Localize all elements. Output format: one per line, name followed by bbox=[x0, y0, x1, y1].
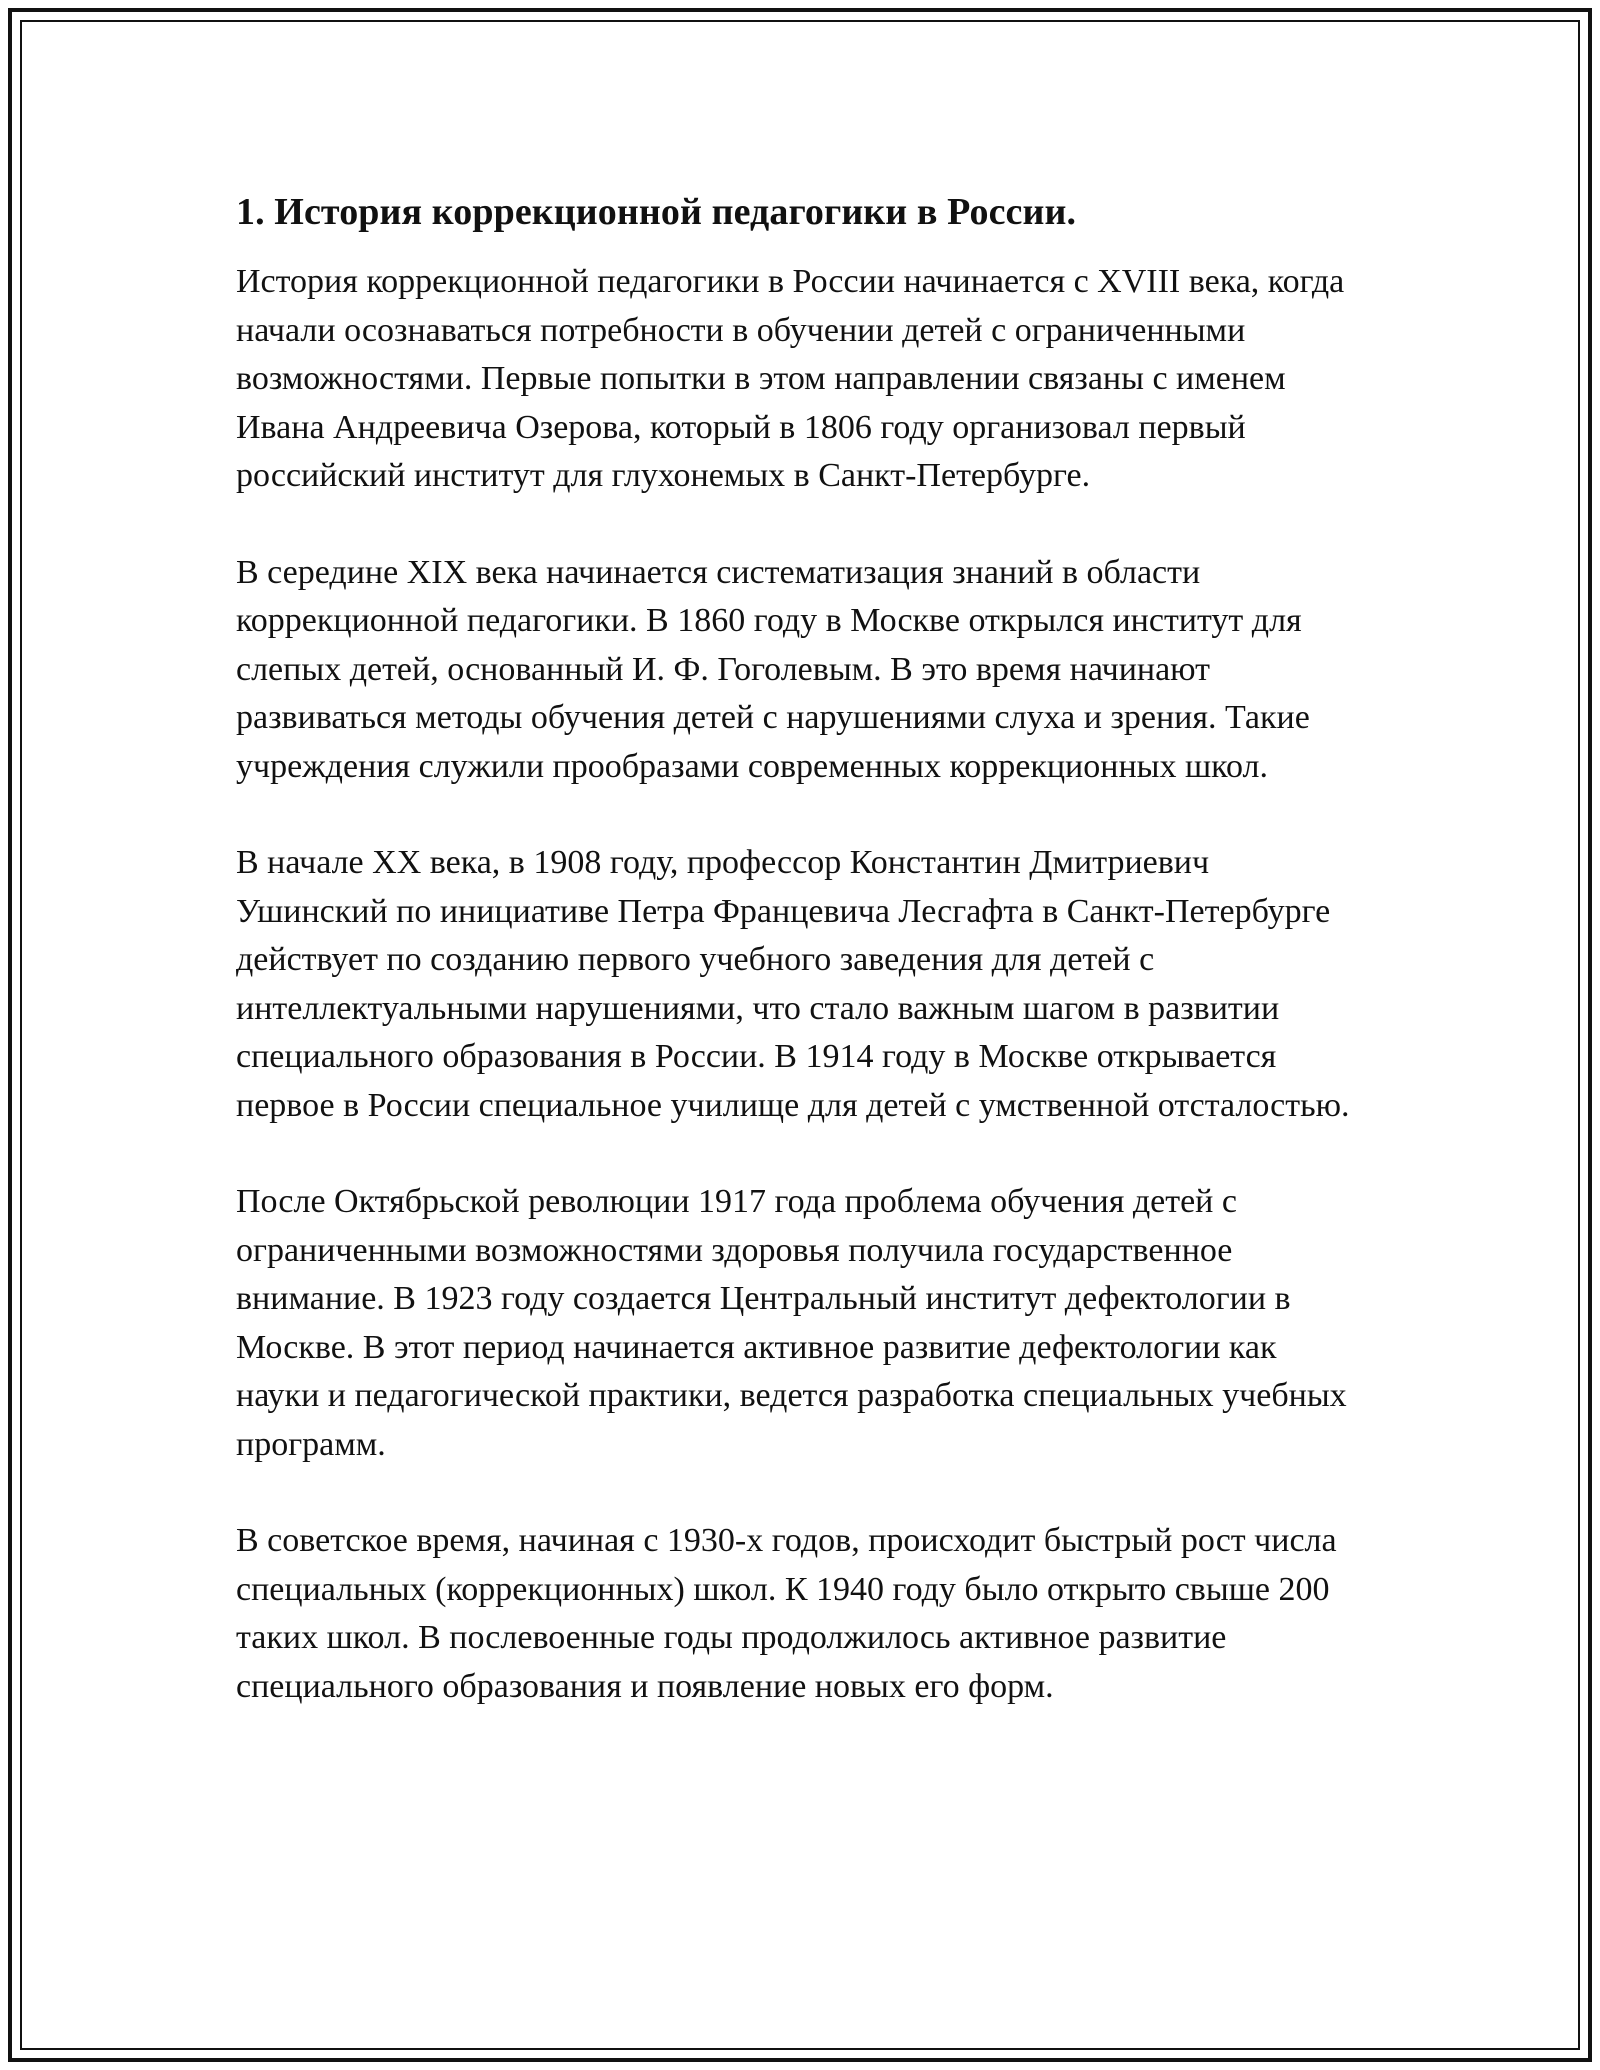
document-title: 1. История коррекционной педагогики в России. bbox=[236, 191, 1077, 233]
paragraph-early-20th-century: В начале XX века, в 1908 году, профессор Константин Дмитриевич Ушинский по инициативе Петра Францевича Лесгафта в Санкт-Петербурге действует по созданию первого учебного заведения для детей с интеллектуальными нарушениями, что стало важным шагом в развитии специального образования в России. В 1914 году в Москве открывается первое в России специальное училище для детей с умственной отсталостью. bbox=[236, 844, 1350, 1124]
paragraph-18th-century: История коррекционной педагогики в России начинается с XVIII века, когда начали осознаваться потребности в обучении детей с ограниченными возможностями. Первые попытки в этом направлении связаны с именем Ивана Андреевича Озерова, который в 1806 году организовал первый российский институт для глухонемых в Санкт-Петербурге. bbox=[236, 263, 1345, 494]
paragraph-post-revolution: После Октябрьской революции 1917 года проблема обучения детей с ограниченными возможностями здоровья получила государственное внимание. В 1923 году создается Центральный институт дефектологии в Москве. В этот период начинается активное развитие дефектологии как науки и педагогической практики, ведется разработка специальных учебных программ. bbox=[236, 1183, 1347, 1463]
paragraph-soviet-era: В советское время, начиная с 1930-х годов, происходит быстрый рост числа специальных (коррекционных) школ. К 1940 году было открыто свыше 200 таких школ. В послевоенные годы продолжилось активное развитие специального образования и появление новых его форм. bbox=[236, 1522, 1337, 1705]
paragraph-19th-century: В середине XIX века начинается систематизация знаний в области коррекционной педагогики. В 1860 году в Москве открылся институт для слепых детей, основанный И. Ф. Гоголевым. В это время начинают развиваться методы обучения детей с нарушениями слуха и зрения. Такие учреждения служили прообразами современных коррекционных школ. bbox=[236, 553, 1310, 785]
document-body bbox=[236, 188, 1366, 1759]
